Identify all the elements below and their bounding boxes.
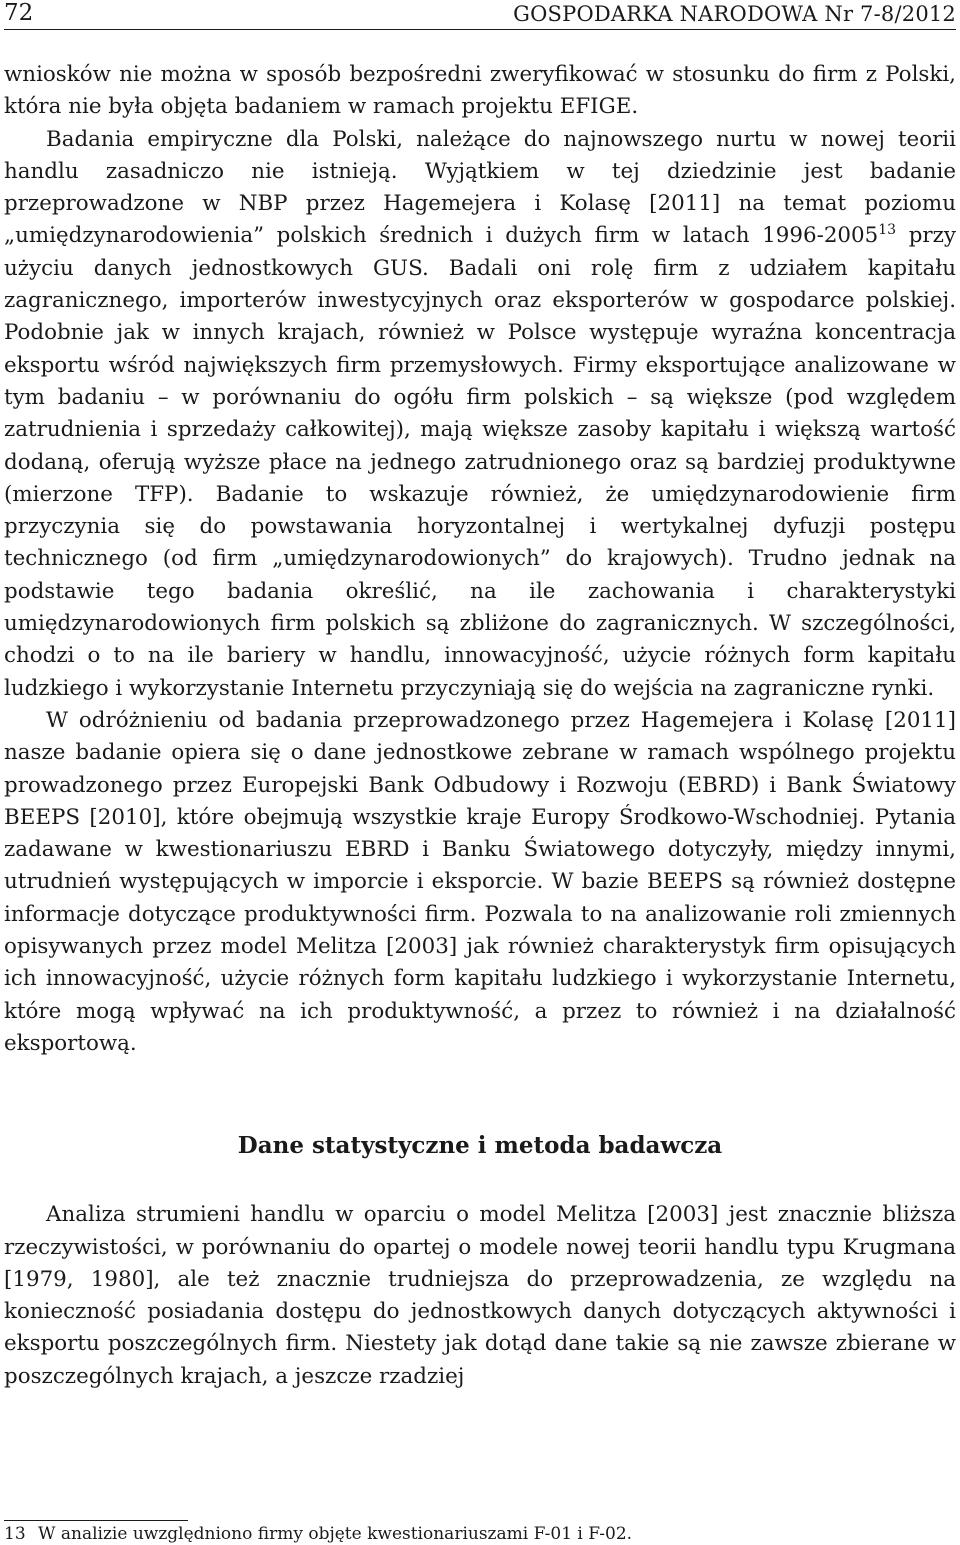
paragraph-2-text-a: Badania empiryczne dla Polski, należące do najnowszego nurtu w nowej teorii handlu zasadniczo nie istnieją. Wyjątkiem w tej dziedzinie jest badanie przeprowadzone w NBP przez Hagemejera i Kolasę [2011] na temat poziomu „umiędzynarodowienia” polskich średnich i dużych firm w latach 1996-2005 <box>4 126 956 249</box>
footnote-text: W analizie uwzględniono firmy objęte kwestionariuszami F-01 i F-02. <box>38 1524 633 1544</box>
paragraph-2 <box>4 124 956 705</box>
running-header <box>4 0 956 30</box>
paragraph-3: W odróżnieniu od badania przeprowadzonego przez Hagemejera i Kolasę [2011] nasze badanie opiera się o dane jednostkowe zebrane w ramach wspólnego projektu prowadzonego przez Europejski Bank Odbudowy i Rozwoju (EBRD) i Bank Światowy BEEPS [2010], które obejmują wszystkie kraje Europy Środkowo-Wschodniej. Pytania zadawane w kwestionariuszu EBRD i Banku Światowego dotyczyły, między innymi, utrudnień występujących w imporcie i eksporcie. W bazie BEEPS są również dostępne informacje dotyczące produktywności firm. Pozwala to na analizowanie roli zmiennych opisywanych przez model Melitza [2003] jak również charakterystyk firm opisujących ich innowacyjność, użycie różnych form kapitału ludzkiego i wykorzystanie Internetu, które mogą wpływać na ich produktywność, a przez to również i na działalność eksportową. <box>4 707 956 1056</box>
footnote-ref-13[interactable]: 13 <box>878 222 897 239</box>
footnote-divider <box>4 1520 188 1521</box>
footnote-mark: 13 <box>4 1524 26 1544</box>
page-number: 72 <box>4 0 34 26</box>
paragraph-2-text-b: przy użyciu danych jednostkowych GUS. Badali oni rolę firm z udziałem kapitału zagranicznego, importerów inwestycyjnych oraz eksporterów w gospodarce polskiej. Podobnie jak w innych krajach, również w Polsce występuje wyraźna koncentracja eksportu wśród największych firm przemysłowych. Firmy eksportujące analizowane w tym badaniu – w porównaniu do ogółu firm polskich – są większe (pod względem zatrudnienia i sprzedaży całkowitej), mają większe zasoby kapitału i większą wartość dodaną, oferują wyższe płace na jednego zatrudnionego oraz są bardziej produktywne (mierzone TFP). Badanie to wskazuje również, że umiędzynarodowienie firm przyczynia się do powstawania horyzontalnej i wertykalnej dyfuzji postępu technicznego (od firm „umiędzynarodowionych” do krajowych). Trudno jednak na podstawie tego badania określić, na ile zachowania i charakterystyki umiędzynarodowionych firm polskich są zbliżone do zagranicznych. W szczególności, chodzi o to na ile bariery w handlu, innowacyjność, użycie różnych form kapitału ludzkiego i wykorzystanie Internetu przyczyniają się do wejścia na zagraniczne rynki. <box>4 223 956 701</box>
footnote-13 <box>4 1524 632 1544</box>
journal-title: GOSPODARKA NARODOWA Nr 7-8/2012 <box>513 2 956 26</box>
article-body <box>4 59 956 1393</box>
paragraph-1: wniosków nie można w sposób bezpośredni zweryfikować w stosunku do firm z Polski, która nie była objęta badaniem w ramach projektu EFIGE. <box>4 62 956 120</box>
paragraph-4: Analiza strumieni handlu w oparciu o model Melitza [2003] jest znacznie bliższa rzeczywistości, w porównaniu do opartej o modele nowej teorii handlu typu Krugmana [1979, 1980], ale też znacznie trudniejsza do przeprowadzenia, ze względu na konieczność posiadania dostępu do jednostkowych danych dotyczących aktywności i eksportu poszczególnych firm. Niestety jak dotąd dane takie są nie zawsze zbierane w poszczególnych krajach, a jeszcze rzadziej <box>4 1202 956 1389</box>
section-heading: Dane statystyczne i metoda badawcza <box>237 1132 723 1160</box>
